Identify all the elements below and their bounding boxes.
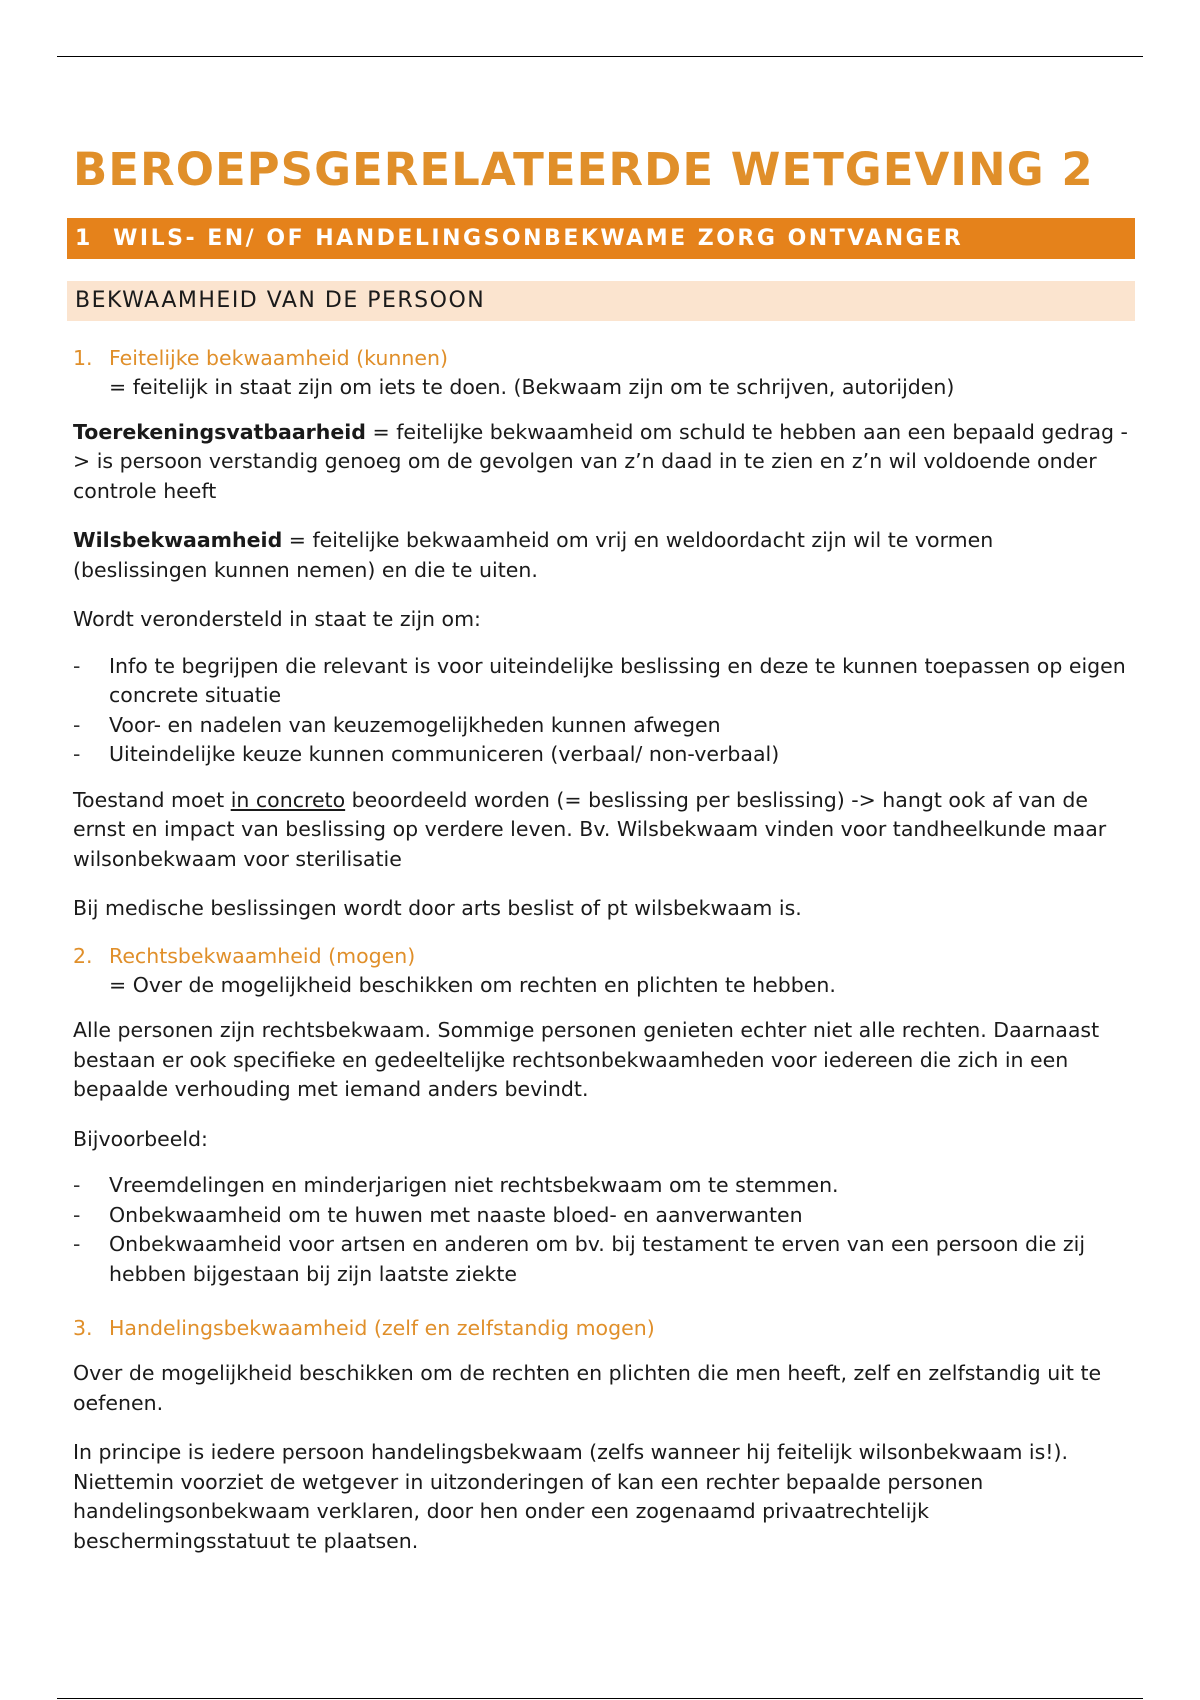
underlined-term: in concreto (230, 787, 346, 812)
list-item-text: Onbekwaamheid voor artsen en anderen om bv. bij testament te erven van een persoon die zij hebben bijgestaan bij zijn laatste ziekte (109, 1232, 1086, 1286)
document-title: BEROEPSGERELATEERDE WETGEVING 2 (73, 143, 1094, 196)
heading-1 (67, 218, 1135, 259)
list-item: - Uiteindelijke keuze kunnen communiceren (verbaal/ non-verbaal) (73, 740, 1133, 770)
item-number: 2. (73, 943, 93, 968)
paragraph-principe: In principe is iedere persoon handelingsbekwaam (zelfs wanneer hij feitelijk wilsonbekwaam is!). Niettemin voorziet de wetgever in uitzonderingen of kan een rechter bepaalde personen handelingsonbekwaam verklaren, door hen onder een zogenaamd privaatrechtelijk beschermingsstatuut te plaatsen. (73, 1440, 1069, 1553)
item-heading: Handelingsbekwaamheid (zelf en zelfstandig mogen) (109, 1316, 655, 1340)
paragraph-toestand: Toestand moet in concreto beoordeeld worden (= beslissing per beslissing) -> hangt ook af van de ernst en impact van beslissing op verdere leven. Bv. Wilsbekwaam vinden voor tandheelkunde maar wilsonbekwaam voor sterilisatie (73, 787, 1107, 871)
list-item: - Onbekwaamheid om te huwen met naaste bloed- en aanverwanten (73, 1201, 1133, 1231)
heading-2: BEKWAAMHEID VAN DE PERSOON (67, 281, 1135, 321)
term-toerekening: Toerekeningsvatbaarheid (73, 419, 366, 444)
item-handelingsbekwaamheid (73, 1313, 1133, 1343)
paragraph-wilsbekwaamheid (73, 526, 1133, 585)
list-item-text: Onbekwaamheid om te huwen met naaste bloed- en aanverwanten (109, 1202, 803, 1227)
paragraph-bijvoorbeeld: Bijvoorbeeld: (73, 1126, 208, 1151)
header-rule (57, 56, 1143, 57)
item-definition: = feitelijk in staat zijn om iets te doen. (Bekwaam zijn om te schrijven, autorijden) (109, 375, 955, 399)
paragraph-verondersteld: Wordt verondersteld in staat te zijn om: (73, 607, 481, 631)
item-number: 3. (73, 1316, 93, 1340)
numbered-heading (73, 941, 1133, 971)
list-item-text: Vreemdelingen en minderjarigen niet rechtsbekwaam om te stemmen. (109, 1173, 839, 1197)
item-rechtsbekwaamheid (73, 941, 1133, 1001)
list-item-text: Voor- en nadelen van keuzemogelijkheden kunnen afwegen (109, 712, 721, 737)
document-body (73, 140, 1133, 1556)
item-definition: = Over de mogelijkheid beschikken om rechten en plichten te hebben. (109, 972, 836, 997)
definition-wilsbekwaamheid: = feitelijke bekwaamheid om vrij en weldoordacht zijn wil te vormen (beslissingen kunnen nemen) en die te uiten. (73, 528, 994, 582)
paragraph-medisch: Bij medische beslissingen wordt door arts beslist of pt wilsbekwaam is. (73, 896, 802, 920)
item-heading: Rechtsbekwaamheid (mogen) (109, 943, 416, 968)
list-item: - Voor- en nadelen van keuzemogelijkheden kunnen afwegen (73, 711, 1133, 741)
list-item: - Vreemdelingen en minderjarigen niet rechtsbekwaam om te stemmen. (73, 1171, 1133, 1201)
bullet-list-1 (73, 652, 1133, 770)
item-number: 1. (73, 346, 93, 370)
paragraph-alle-personen: Alle personen zijn rechtsbekwaam. Sommige personen genieten echter niet alle rechten. Daarnaast bestaan er ook specifieke en gedeeltelijke rechtsonbekwaamheden voor iedereen die zich in een bepaalde verhouding met iemand anders bevindt. (73, 1018, 1100, 1101)
heading-1-number: 1 (75, 226, 93, 251)
footer-rule (57, 1698, 1143, 1699)
numbered-heading (73, 1313, 1133, 1343)
item-heading: Feitelijke bekwaamheid (kunnen) (109, 346, 448, 370)
bullet-list-2 (73, 1171, 1133, 1289)
item-feitelijke-bekwaamheid (73, 343, 1133, 403)
paragraph-over: Over de mogelijkheid beschikken om de rechten en plichten die men heeft, zelf en zelfstandig uit te oefenen. (73, 1361, 1102, 1415)
heading-1-label: WILS- EN/ OF HANDELINGSONBEKWAME ZORG ONTVANGER (113, 226, 964, 251)
term-wilsbekwaamheid: Wilsbekwaamheid (73, 528, 283, 552)
paragraph-toerekening (73, 418, 1133, 507)
list-item-text: Info te begrijpen die relevant is voor uiteindelijke beslissing en deze te kunnen toepassen op eigen concrete situatie (109, 653, 1126, 707)
numbered-heading (73, 343, 1133, 373)
list-item: - Info te begrijpen die relevant is voor uiteindelijke beslissing en deze te kunnen toepassen op eigen concrete situatie (73, 652, 1133, 711)
definition-toerekening: = feitelijke bekwaamheid om schuld te hebben aan een bepaald gedrag -> is persoon verstandig genoeg om de gevolgen van z’n daad in te zien en z’n wil voldoende onder controle heeft (73, 419, 1128, 503)
list-item: - Onbekwaamheid voor artsen en anderen om bv. bij testament te erven van een persoon die zij hebben bijgestaan bij zijn laatste ziekte (73, 1230, 1133, 1289)
list-item-text: Uiteindelijke keuze kunnen communiceren (verbaal/ non-verbaal) (109, 742, 780, 766)
